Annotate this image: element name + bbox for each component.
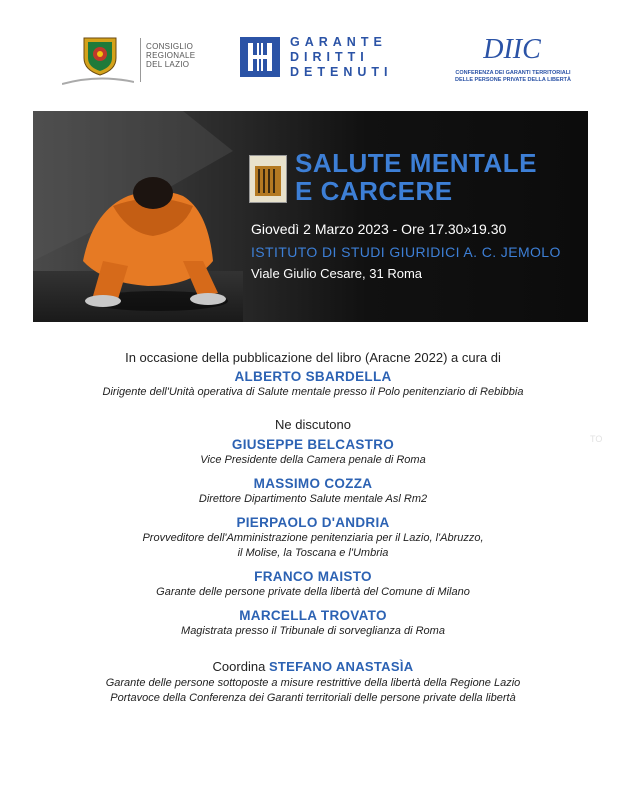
program — [0, 350, 626, 706]
garante-line-2: DIRITTI — [290, 50, 369, 64]
speaker-role: Vice Presidente della Camera penale di Roma — [200, 454, 426, 466]
speaker-role: Direttore Dipartimento Salute mentale Asl Rm2 — [198, 493, 428, 505]
coordinator-role: Garante delle persone sottoposte a misure restrittive della libertà della Regione Lazio — [105, 677, 521, 689]
speaker-role: Provveditore dell'Amministrazione penitenziaria per il Lazio, l'Abruzzo, — [142, 532, 484, 544]
crest-icon — [82, 36, 118, 76]
garante-line-1: GARANTE — [290, 35, 387, 49]
speaker-name: MARCELLA TROVATO — [239, 608, 387, 623]
garante-text — [290, 35, 393, 80]
swoosh-icon — [62, 76, 134, 86]
coordinator-role: Portavoce della Conferenza dei Garanti territoriali delle persone private della libertà — [110, 692, 516, 704]
speaker-role: il Molise, la Toscana e l'Umbria — [237, 547, 389, 559]
discuss-label: Ne discutono — [275, 417, 351, 432]
intro-text: In occasione della pubblicazione del libro (Aracne 2022) a cura di — [125, 350, 501, 365]
garante-logo — [240, 35, 410, 81]
speaker-name: PIERPAOLO D'ANDRIA — [236, 515, 390, 530]
speaker-role: Magistrata presso il Tribunale di sorveglianza di Roma — [181, 625, 445, 637]
side-mark: TO — [590, 434, 603, 444]
consiglio-regionale-logo — [62, 36, 202, 88]
event-title-line-2: E CARCERE — [295, 176, 453, 206]
event-address: Viale Giulio Cesare, 31 Roma — [251, 266, 423, 281]
prisoner-photo — [33, 111, 588, 322]
speaker-name: FRANCO MAISTO — [254, 569, 372, 584]
logo-bar — [0, 30, 626, 90]
conferenza-mono-icon — [482, 32, 542, 64]
garante-line-3: DETENUTI — [290, 65, 393, 79]
coordinator-label: Coordina — [212, 659, 266, 674]
speaker-role: Garante delle persone private della libertà del Comune di Milano — [156, 586, 470, 598]
speaker-name: GIUSEPPE BELCASTRO — [231, 437, 395, 452]
curator-role: Dirigente dell'Unità operativa di Salute mentale presso il Polo penitenziario di Rebibbia — [102, 386, 524, 398]
curator-name: ALBERTO SBARDELLA — [234, 369, 392, 384]
logo-separator — [140, 38, 141, 82]
consiglio-text: CONSIGLIO REGIONALE DEL LAZIO — [146, 42, 196, 69]
event-date: Giovedì 2 Marzo 2023 - Ore 17.30»19.30 — [251, 221, 507, 237]
event-title-line-1: SALUTE MENTALE — [295, 148, 537, 178]
garante-mark-icon — [240, 37, 280, 77]
conferenza-text: CONFERENZA DEI GARANTI TERRITORIALI DELLE PERSONE PRIVATE DELLA LIBERTÀ — [454, 70, 571, 83]
book-cover — [249, 155, 287, 203]
event-banner — [33, 111, 588, 322]
event-title — [295, 149, 537, 205]
conferenza-mono-text: DIIC — [483, 34, 541, 64]
conferenza-logo — [448, 32, 578, 88]
coordinator-name: STEFANO ANASTASÌA — [268, 659, 414, 674]
speaker-name: MASSIMO COZZA — [253, 476, 373, 491]
event-venue: ISTITUTO DI STUDI GIURIDICI A. C. JEMOLO — [251, 244, 561, 260]
coordinator-line — [0, 659, 626, 674]
book-cover-art — [255, 166, 281, 196]
